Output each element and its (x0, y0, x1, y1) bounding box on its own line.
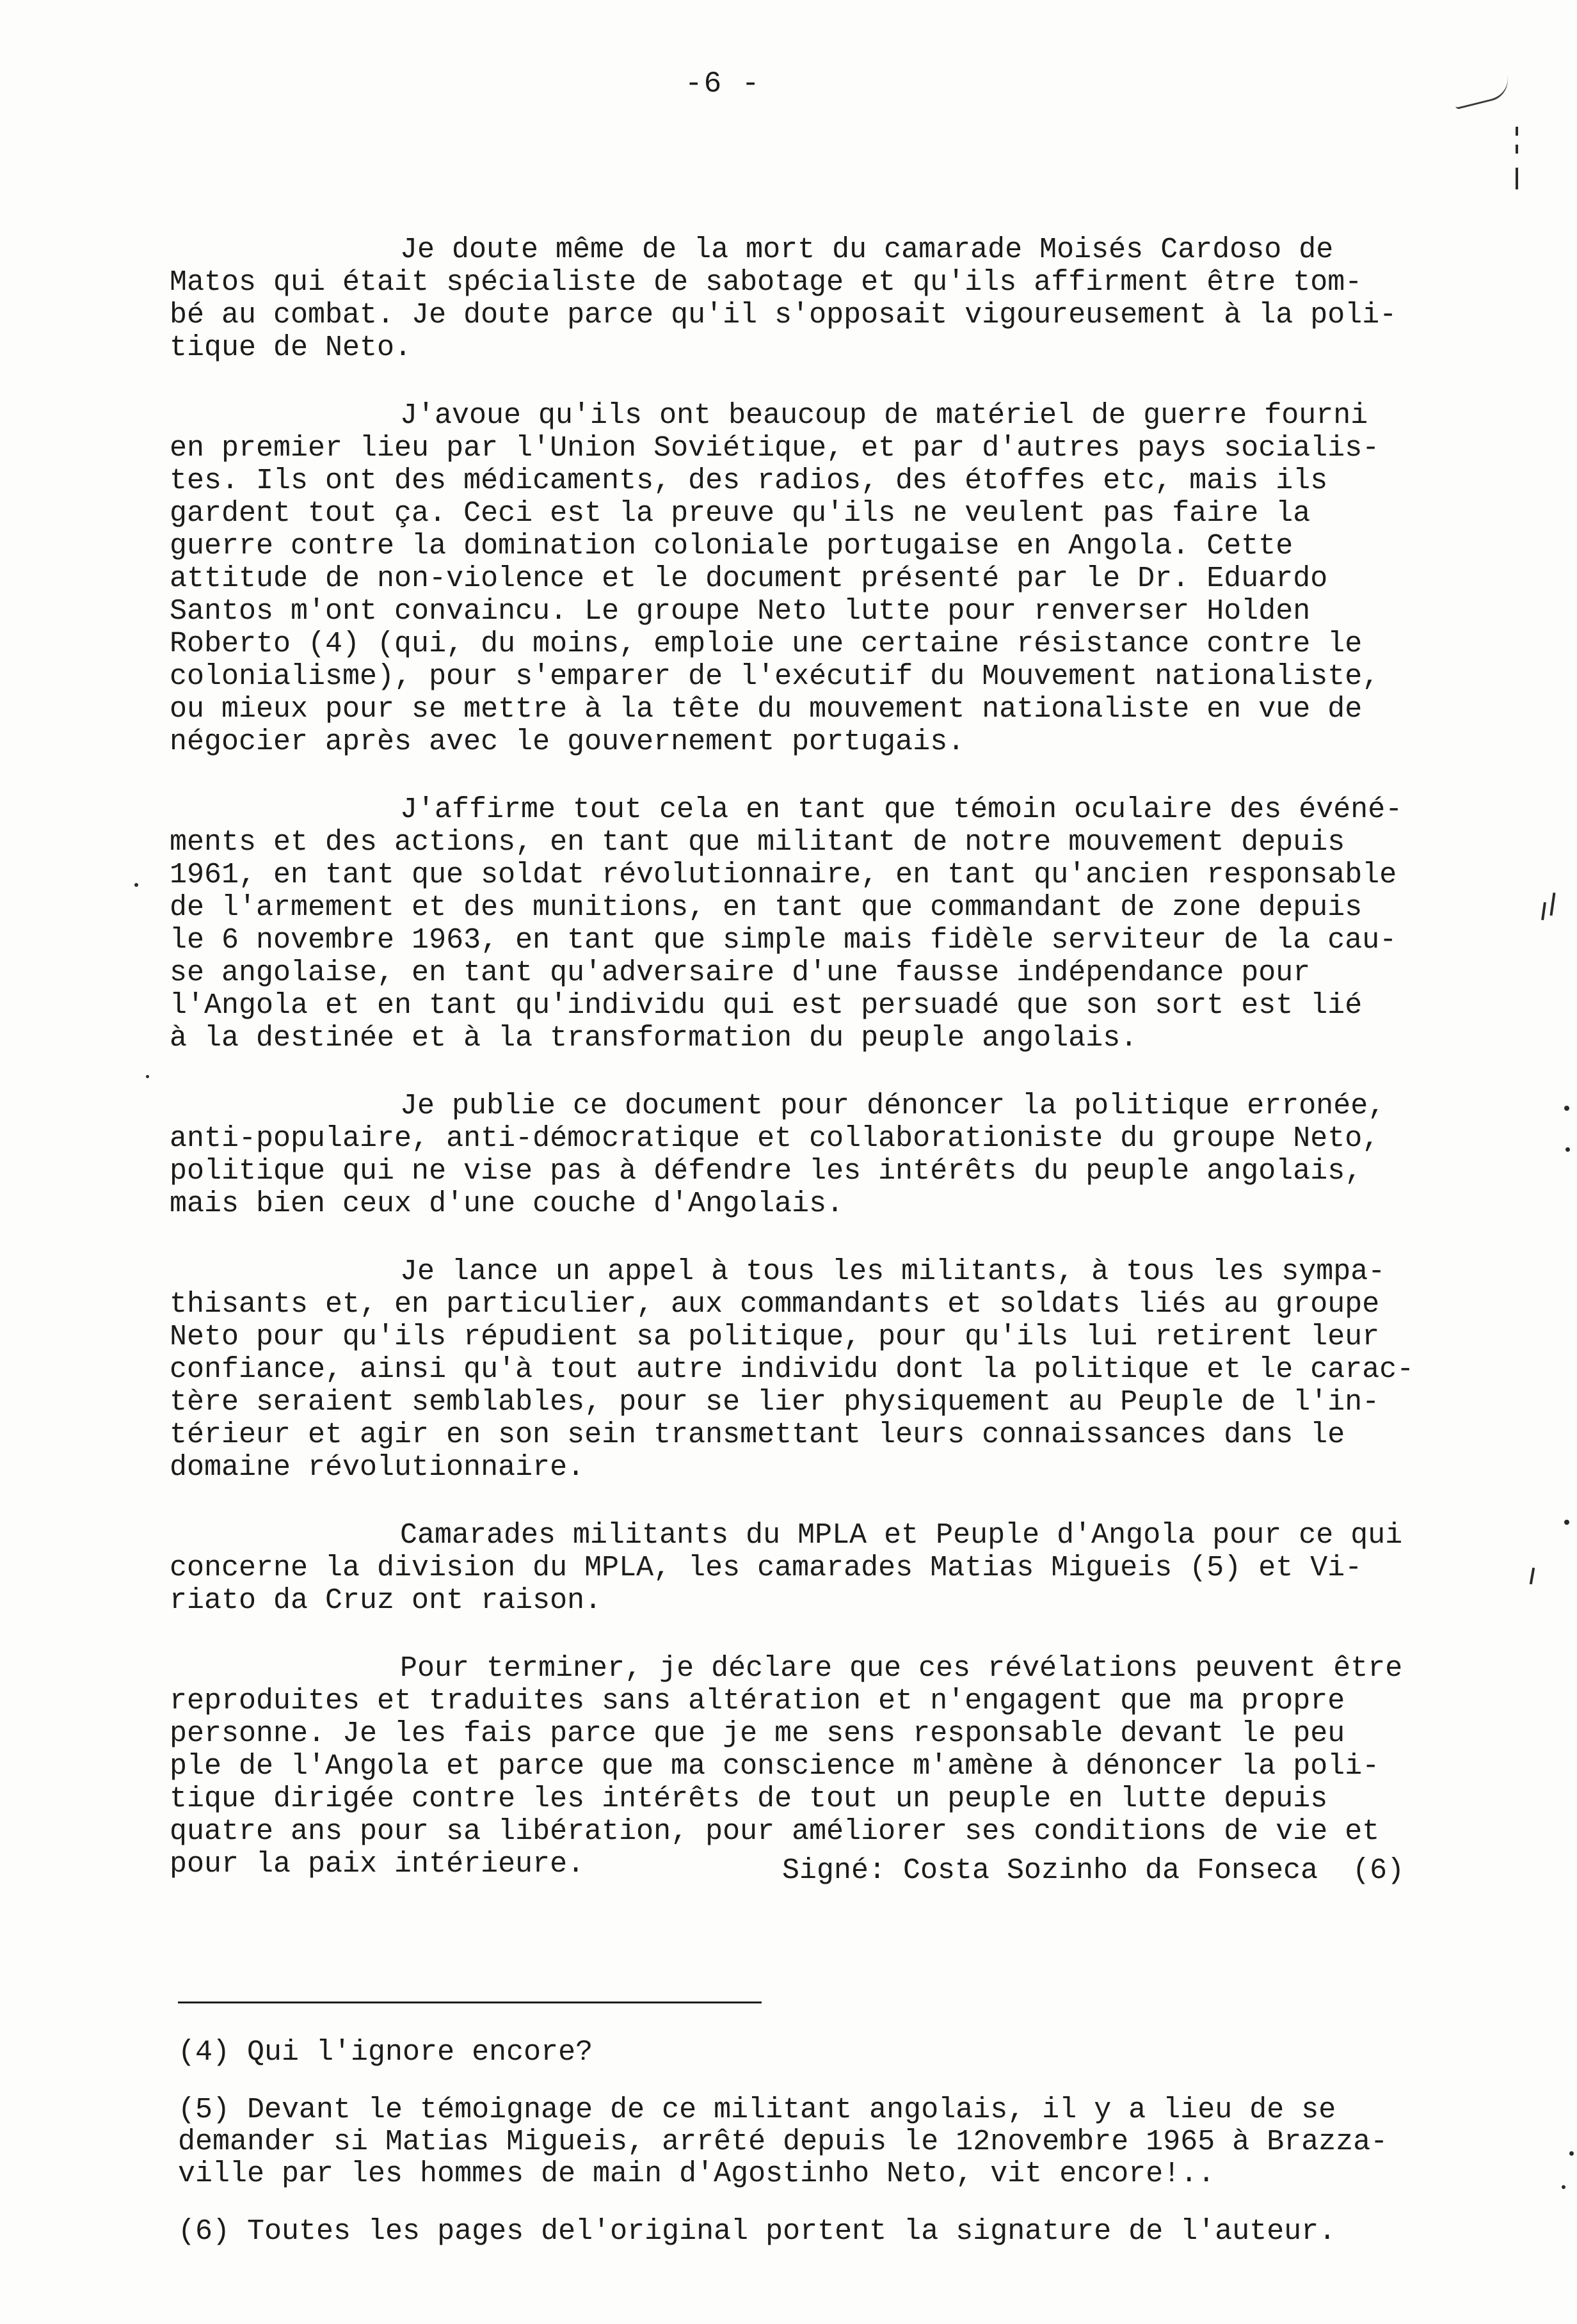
margin-dot (1569, 2151, 1574, 2156)
margin-mark (1541, 902, 1546, 920)
text-line: thisants et, en particulier, aux commandants et soldats liés au groupe (170, 1288, 1380, 1321)
margin-dot (1565, 1147, 1570, 1152)
text-line: Roberto (4) (qui, du moins, emploie une certaine résistance contre le (170, 628, 1363, 660)
footnote-line: (6) Toutes les pages del'original portent la signature de l'auteur. (178, 2215, 1336, 2248)
text-line: l'Angola et en tant qu'individu qui est persuadé que son sort est lié (170, 989, 1363, 1022)
paragraph-6 (170, 1519, 1520, 1617)
margin-mark (1550, 893, 1556, 916)
text-line: tique dirigée contre les intérêts de tout un peuple en lutte depuis (170, 1783, 1328, 1815)
text-line: politique qui ne vise pas à défendre les intérêts du peuple angolais, (170, 1155, 1363, 1188)
text-line: Santos m'ont convaincu. Le groupe Neto lutte pour renverser Holden (170, 595, 1311, 628)
pen-stroke-mark (1451, 76, 1512, 110)
text-line: attitude de non-violence et le document présenté par le Dr. Eduardo (170, 562, 1328, 595)
text-line: négocier après avec le gouvernement portugais. (170, 726, 965, 758)
text-line: tère seraient semblables, pour se lier physiquement au Peuple de l'in- (170, 1386, 1380, 1419)
text-line: reproduites et traduites sans altération et n'engagent que ma propre (170, 1685, 1345, 1717)
text-line: térieur et agir en son sein transmettant leurs connaissances dans le (170, 1419, 1345, 1451)
margin-mark (1516, 145, 1518, 154)
text-line: ments et des actions, en tant que militant de notre mouvement depuis (170, 826, 1345, 859)
paragraph-7 (170, 1652, 1520, 1881)
margin-dot (1564, 1106, 1569, 1111)
text-line: ple de l'Angola et parce que ma conscience m'amène à dénoncer la poli- (170, 1750, 1380, 1783)
text-line: colonialisme), pour s'emparer de l'exécutif du Mouvement nationaliste, (170, 660, 1380, 693)
margin-dot (1564, 1520, 1569, 1525)
paragraph-4 (170, 1090, 1520, 1220)
text-line: mais bien ceux d'une couche d'Angolais. (170, 1188, 844, 1220)
text-line: le 6 novembre 1963, en tant que simple mais fidèle serviteur de la cau- (170, 924, 1397, 957)
margin-mark (1530, 1568, 1535, 1584)
text-line: anti-populaire, anti-démocratique et collaborationiste du groupe Neto, (170, 1122, 1380, 1155)
footnote-separator (178, 2002, 762, 2003)
text-line: Je publie ce document pour dénoncer la politique erronée, (400, 1090, 1386, 1122)
text-line: confiance, ainsi qu'à tout autre individu dont la politique et le carac- (170, 1353, 1414, 1386)
footnote-4 (178, 2037, 1522, 2069)
text-line: gardent tout ça. Ceci est la preuve qu'ils ne veulent pas faire la (170, 497, 1311, 530)
text-line: 1961, en tant que soldat révolutionnaire, en tant qu'ancien responsable (170, 859, 1397, 891)
footnote-6 (178, 2216, 1522, 2248)
text-line: Je lance un appel à tous les militants, à tous les sympa- (400, 1255, 1386, 1288)
text-line: à la destinée et à la transformation du peuple angolais. (170, 1022, 1138, 1055)
text-line: tique de Neto. (170, 331, 412, 364)
text-line: Je doute même de la mort du camarade Moisés Cardoso de (400, 234, 1334, 266)
margin-dot (146, 1075, 149, 1078)
margin-mark (1516, 168, 1518, 189)
paragraph-3 (170, 793, 1520, 1055)
signature-line: Signé: Costa Sozinho da Fonseca (6) (782, 1854, 1405, 1887)
text-line: en premier lieu par l'Union Soviétique, et par d'autres pays socialis- (170, 432, 1380, 465)
paragraph-5 (170, 1255, 1520, 1484)
text-line: Pour terminer, je déclare que ces révélations peuvent être (400, 1652, 1403, 1685)
text-line: ou mieux pour se mettre à la tête du mouvement nationaliste en vue de (170, 693, 1363, 726)
footnote-5 (178, 2094, 1522, 2190)
text-line: se angolaise, en tant qu'adversaire d'une fausse indépendance pour (170, 957, 1311, 989)
text-line: de l'armement et des munitions, en tant que commandant de zone depuis (170, 891, 1363, 924)
text-line: tes. Ils ont des médicaments, des radios, des étoffes etc, mais ils (170, 465, 1328, 497)
paragraph-2 (170, 399, 1520, 758)
text-line: guerre contre la domination coloniale portugaise en Angola. Cette (170, 530, 1293, 562)
text-line: riato da Cruz ont raison. (170, 1584, 602, 1617)
footnote-line: (4) Qui l'ignore encore? (178, 2036, 593, 2069)
footnotes (178, 2037, 1522, 2273)
text-line: quatre ans pour sa libération, pour améliorer ses conditions de vie et (170, 1815, 1380, 1848)
letter-body (170, 234, 1520, 1916)
text-line: domaine révolutionnaire. (170, 1451, 585, 1484)
margin-dot (1562, 2185, 1565, 2189)
footnote-line: ville par les hommes de main d'Agostinho Neto, vit encore!.. (178, 2158, 1215, 2190)
footnote-line: demander si Matias Migueis, arrêté depuis le 12novembre 1965 à Brazza- (178, 2126, 1388, 2158)
page-number: -6 - (685, 67, 761, 100)
text-line: Matos qui était spécialiste de sabotage et qu'ils affirment être tom- (170, 266, 1363, 299)
text-line: pour la paix intérieure. (170, 1848, 585, 1881)
text-line: concerne la division du MPLA, les camarades Matias Migueis (5) et Vi- (170, 1552, 1363, 1584)
footnote-line: (5) Devant le témoignage de ce militant angolais, il y a lieu de se (178, 2094, 1336, 2126)
text-line: J'affirme tout cela en tant que témoin oculaire des événé- (400, 793, 1403, 826)
text-line: Camarades militants du MPLA et Peuple d'Angola pour ce qui (400, 1519, 1403, 1552)
paragraph-1 (170, 234, 1520, 364)
text-line: Neto pour qu'ils répudient sa politique, pour qu'ils lui retirent leur (170, 1321, 1380, 1353)
margin-mark (1516, 127, 1518, 136)
margin-dot (134, 883, 138, 887)
text-line: J'avoue qu'ils ont beaucoup de matériel de guerre fourni (400, 399, 1368, 432)
text-line: personne. Je les fais parce que je me sens responsable devant le peu (170, 1717, 1345, 1750)
text-line: bé au combat. Je doute parce qu'il s'opposait vigoureusement à la poli- (170, 299, 1397, 331)
